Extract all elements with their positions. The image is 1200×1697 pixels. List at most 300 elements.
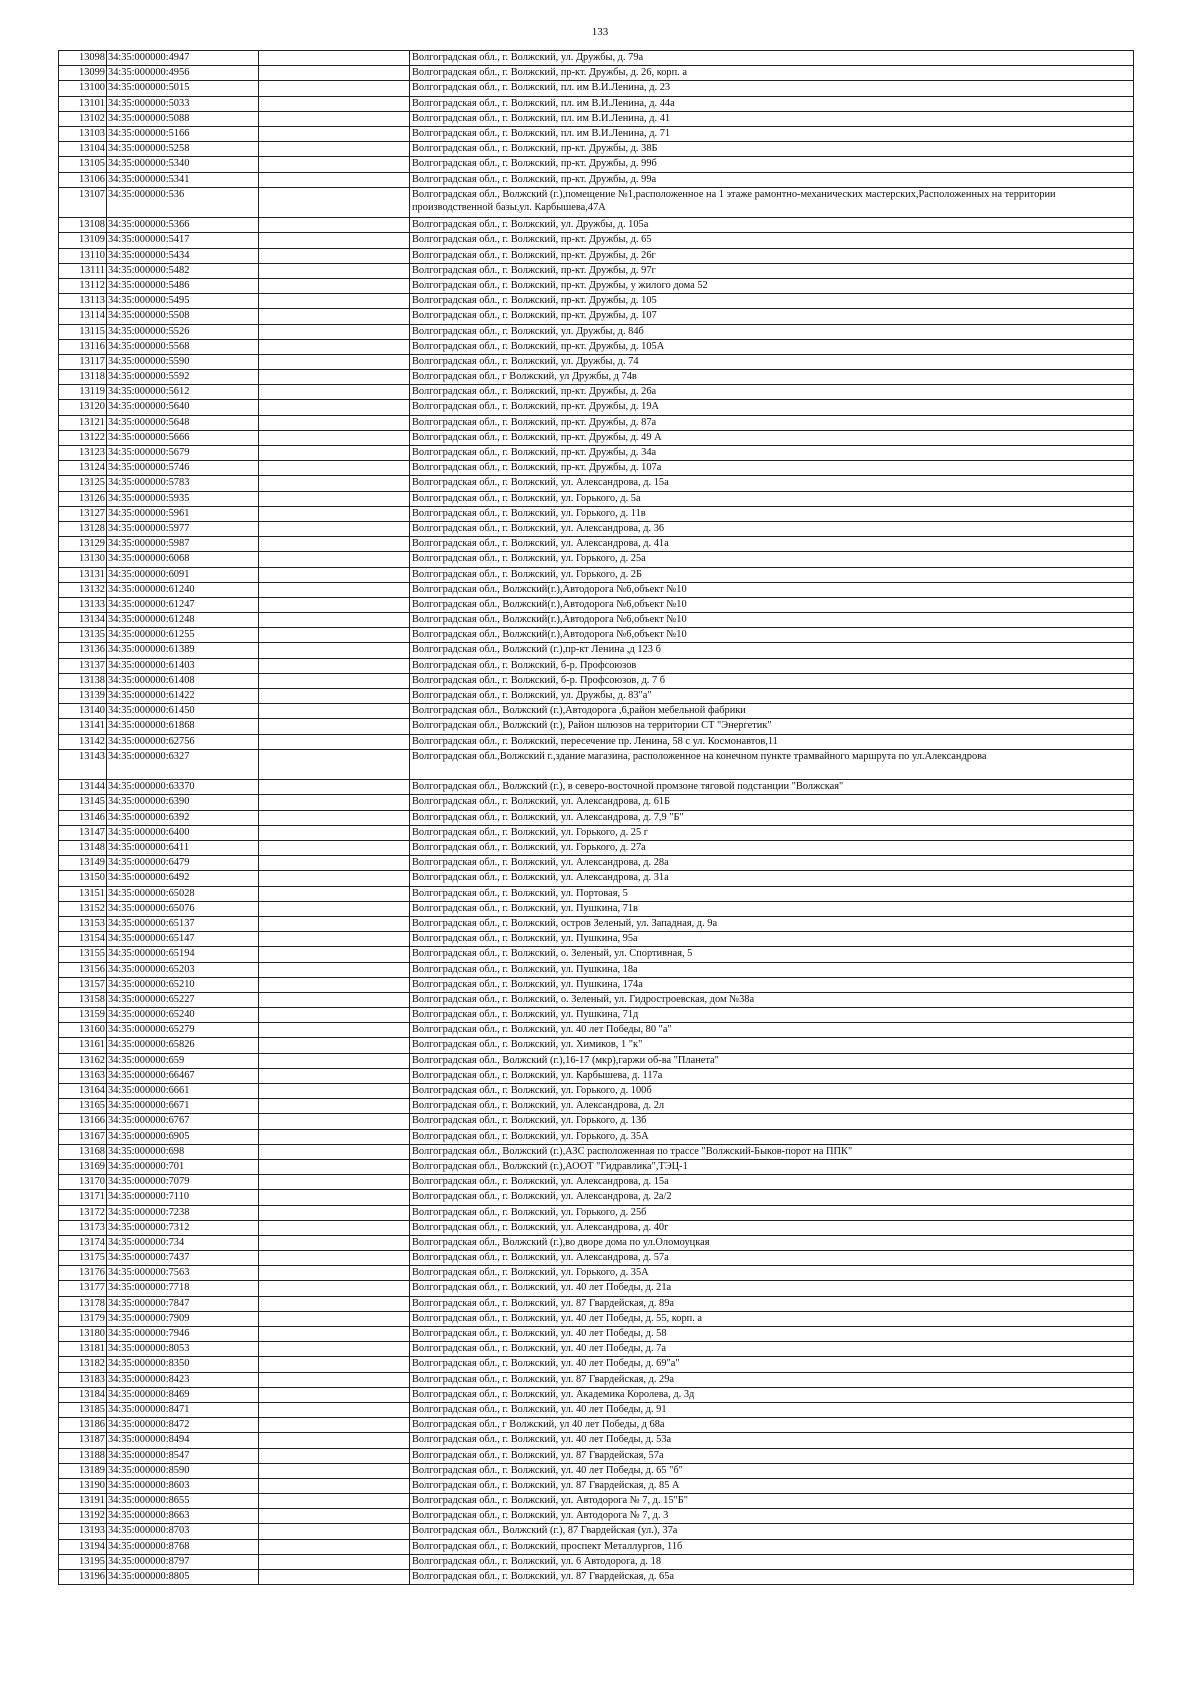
address-cell: Волгоградская обл., г. Волжский, о. Зеленый, ул. Гидростроевская, дом №38а bbox=[410, 992, 1134, 1007]
address-cell: Волгоградская обл., г. Волжский, ул. Александрова, д. 2л bbox=[410, 1099, 1134, 1114]
table-row bbox=[59, 172, 1134, 187]
table-row bbox=[59, 1463, 1134, 1478]
row-number-cell: 13146 bbox=[59, 810, 107, 825]
empty-cell bbox=[259, 1296, 410, 1311]
address-cell: Волгоградская обл., г. Волжский, ул. Академика Королева, д. 3д bbox=[410, 1387, 1134, 1402]
row-number-cell: 13101 bbox=[59, 96, 107, 111]
row-number-cell: 13158 bbox=[59, 992, 107, 1007]
address-cell: Волгоградская обл., г. Волжский, ул. Пушкина, 71д bbox=[410, 1008, 1134, 1023]
empty-cell bbox=[259, 1190, 410, 1205]
cadastral-number-cell: 34:35:000000:61247 bbox=[107, 597, 259, 612]
table-row bbox=[59, 719, 1134, 734]
row-number-cell: 13180 bbox=[59, 1327, 107, 1342]
cadastral-number-cell: 34:35:000000:5015 bbox=[107, 81, 259, 96]
address-cell: Волгоградская обл., г. Волжский, ул. 87 Гвардейская, д. 89а bbox=[410, 1296, 1134, 1311]
address-cell: Волгоградская обл., Волжский(г.),Автодорога №6,объект №10 bbox=[410, 613, 1134, 628]
cadastral-number-cell: 34:35:000000:7946 bbox=[107, 1327, 259, 1342]
table-row bbox=[59, 1342, 1134, 1357]
empty-cell bbox=[259, 1539, 410, 1554]
empty-cell bbox=[259, 689, 410, 704]
empty-cell bbox=[259, 1008, 410, 1023]
row-number-cell: 13111 bbox=[59, 263, 107, 278]
empty-cell bbox=[259, 1235, 410, 1250]
cadastral-number-cell: 34:35:000000:8663 bbox=[107, 1509, 259, 1524]
empty-cell bbox=[259, 962, 410, 977]
address-cell: Волгоградская обл., г Волжский, ул 40 лет Победы, д 68а bbox=[410, 1418, 1134, 1433]
cadastral-number-cell: 34:35:000000:8423 bbox=[107, 1372, 259, 1387]
cadastral-number-cell: 34:35:000000:6068 bbox=[107, 552, 259, 567]
table-row bbox=[59, 1205, 1134, 1220]
table-row bbox=[59, 947, 1134, 962]
empty-cell bbox=[259, 521, 410, 536]
row-number-cell: 13168 bbox=[59, 1144, 107, 1159]
row-number-cell: 13181 bbox=[59, 1342, 107, 1357]
empty-cell bbox=[259, 992, 410, 1007]
table-row bbox=[59, 613, 1134, 628]
empty-cell bbox=[259, 932, 410, 947]
table-row bbox=[59, 385, 1134, 400]
table-row bbox=[59, 294, 1134, 309]
cadastral-number-cell: 34:35:000000:65137 bbox=[107, 916, 259, 931]
address-cell: Волгоградская обл., г. Волжский, пр-кт. Дружбы, д. 38Б bbox=[410, 142, 1134, 157]
cadastral-number-cell: 34:35:000000:8547 bbox=[107, 1448, 259, 1463]
table-row bbox=[59, 1175, 1134, 1190]
cadastral-number-cell: 34:35:000000:8768 bbox=[107, 1539, 259, 1554]
address-cell: Волгоградская обл., г. Волжский, ул. Александрова, д. 31а bbox=[410, 871, 1134, 886]
cadastral-number-cell: 34:35:000000:5033 bbox=[107, 96, 259, 111]
table-row bbox=[59, 658, 1134, 673]
table-row bbox=[59, 871, 1134, 886]
cadastral-number-cell: 34:35:000000:6767 bbox=[107, 1114, 259, 1129]
table-row bbox=[59, 1190, 1134, 1205]
table-row bbox=[59, 537, 1134, 552]
cadastral-number-cell: 34:35:000000:698 bbox=[107, 1144, 259, 1159]
address-cell: Волгоградская обл., г. Волжский, ул. 40 лет Победы, д. 91 bbox=[410, 1402, 1134, 1417]
cadastral-number-cell: 34:35:000000:62756 bbox=[107, 734, 259, 749]
table-row bbox=[59, 1524, 1134, 1539]
address-cell: Волгоградская обл., г. Волжский, пл. им В.И.Ленина, д. 41 bbox=[410, 111, 1134, 126]
row-number-cell: 13185 bbox=[59, 1402, 107, 1417]
address-cell: Волгоградская обл., г. Волжский, о. Зеленый, ул. Спортивная, 5 bbox=[410, 947, 1134, 962]
table-row bbox=[59, 810, 1134, 825]
row-number-cell: 13119 bbox=[59, 385, 107, 400]
empty-cell bbox=[259, 1342, 410, 1357]
row-number-cell: 13155 bbox=[59, 947, 107, 962]
table-row bbox=[59, 1281, 1134, 1296]
table-row bbox=[59, 780, 1134, 795]
empty-cell bbox=[259, 1281, 410, 1296]
cadastral-number-cell: 34:35:000000:5648 bbox=[107, 415, 259, 430]
table-row bbox=[59, 1478, 1134, 1493]
empty-cell bbox=[259, 1023, 410, 1038]
address-cell: Волгоградская обл., г. Волжский, ул. Горького, д. 25б bbox=[410, 1205, 1134, 1220]
empty-cell bbox=[259, 446, 410, 461]
cadastral-number-cell: 34:35:000000:8494 bbox=[107, 1433, 259, 1448]
address-cell: Волгоградская обл., г. Волжский, ул. 87 Гвардейская, д. 29а bbox=[410, 1372, 1134, 1387]
table-row bbox=[59, 1357, 1134, 1372]
table-row bbox=[59, 1008, 1134, 1023]
table-row bbox=[59, 157, 1134, 172]
table-row bbox=[59, 1433, 1134, 1448]
table-row bbox=[59, 1402, 1134, 1417]
table-row bbox=[59, 51, 1134, 66]
row-number-cell: 13175 bbox=[59, 1251, 107, 1266]
table-row bbox=[59, 673, 1134, 688]
row-number-cell: 13138 bbox=[59, 673, 107, 688]
empty-cell bbox=[259, 354, 410, 369]
table-row bbox=[59, 749, 1134, 780]
empty-cell bbox=[259, 491, 410, 506]
row-number-cell: 13189 bbox=[59, 1463, 107, 1478]
table-row bbox=[59, 1296, 1134, 1311]
table-row bbox=[59, 1114, 1134, 1129]
address-cell: Волгоградская обл., Волжский (г.), 87 Гвардейская (ул.), 37а bbox=[410, 1524, 1134, 1539]
cadastral-number-cell: 34:35:000000:7563 bbox=[107, 1266, 259, 1281]
row-number-cell: 13147 bbox=[59, 825, 107, 840]
row-number-cell: 13149 bbox=[59, 856, 107, 871]
row-number-cell: 13124 bbox=[59, 461, 107, 476]
address-cell: Волгоградская обл., г. Волжский, пр-кт. Дружбы, д. 99а bbox=[410, 172, 1134, 187]
row-number-cell: 13125 bbox=[59, 476, 107, 491]
cadastral-number-cell: 34:35:000000:5434 bbox=[107, 248, 259, 263]
row-number-cell: 13140 bbox=[59, 704, 107, 719]
cadastral-number-cell: 34:35:000000:8797 bbox=[107, 1554, 259, 1569]
table-row bbox=[59, 126, 1134, 141]
cadastral-number-cell: 34:35:000000:8471 bbox=[107, 1402, 259, 1417]
address-cell: Волгоградская обл., г. Волжский, ул. 40 лет Победы, д. 21а bbox=[410, 1281, 1134, 1296]
empty-cell bbox=[259, 1266, 410, 1281]
empty-cell bbox=[259, 1053, 410, 1068]
table-row bbox=[59, 841, 1134, 856]
address-cell: Волгоградская обл., г. Волжский, пр-кт. Дружбы, д. 105 bbox=[410, 294, 1134, 309]
cadastral-number-cell: 34:35:000000:5935 bbox=[107, 491, 259, 506]
row-number-cell: 13137 bbox=[59, 658, 107, 673]
address-cell: Волгоградская обл., г Волжский, ул Дружбы, д 74в bbox=[410, 370, 1134, 385]
row-number-cell: 13117 bbox=[59, 354, 107, 369]
cadastral-number-cell: 34:35:000000:7110 bbox=[107, 1190, 259, 1205]
table-row bbox=[59, 1068, 1134, 1083]
address-cell: Волгоградская обл., г. Волжский, остров Зеленый, ул. Западная, д. 9а bbox=[410, 916, 1134, 931]
row-number-cell: 13126 bbox=[59, 491, 107, 506]
empty-cell bbox=[259, 643, 410, 658]
table-row bbox=[59, 1099, 1134, 1114]
table-row bbox=[59, 521, 1134, 536]
empty-cell bbox=[259, 1478, 410, 1493]
empty-cell bbox=[259, 658, 410, 673]
empty-cell bbox=[259, 461, 410, 476]
empty-cell bbox=[259, 233, 410, 248]
empty-cell bbox=[259, 901, 410, 916]
address-cell: Волгоградская обл., Волжский (г.),во дворе дома по ул.Оломоуцкая bbox=[410, 1235, 1134, 1250]
address-cell: Волгоградская обл., г. Волжский, пр-кт. Дружбы, д. 107а bbox=[410, 461, 1134, 476]
row-number-cell: 13132 bbox=[59, 582, 107, 597]
empty-cell bbox=[259, 51, 410, 66]
table-row bbox=[59, 689, 1134, 704]
empty-cell bbox=[259, 1220, 410, 1235]
table-row bbox=[59, 643, 1134, 658]
cadastral-number-cell: 34:35:000000:6392 bbox=[107, 810, 259, 825]
address-cell: Волгоградская обл., г. Волжский, ул. Александрова, д. 57а bbox=[410, 1251, 1134, 1266]
table-row bbox=[59, 1448, 1134, 1463]
row-number-cell: 13150 bbox=[59, 871, 107, 886]
address-cell: Волгоградская обл., г. Волжский, ул. Горького, д. 5а bbox=[410, 491, 1134, 506]
table-row bbox=[59, 263, 1134, 278]
empty-cell bbox=[259, 552, 410, 567]
cadastral-number-cell: 34:35:000000:5340 bbox=[107, 157, 259, 172]
empty-cell bbox=[259, 385, 410, 400]
row-number-cell: 13121 bbox=[59, 415, 107, 430]
row-number-cell: 13139 bbox=[59, 689, 107, 704]
row-number-cell: 13129 bbox=[59, 537, 107, 552]
address-cell: Волгоградская обл., г. Волжский, ул. Горького, д. 25а bbox=[410, 552, 1134, 567]
table-row bbox=[59, 400, 1134, 415]
row-number-cell: 13144 bbox=[59, 780, 107, 795]
cadastral-number-cell: 34:35:000000:6327 bbox=[107, 749, 259, 780]
empty-cell bbox=[259, 795, 410, 810]
row-number-cell: 13127 bbox=[59, 506, 107, 521]
table-row bbox=[59, 370, 1134, 385]
address-cell: Волгоградская обл., г. Волжский, ул. 87 Гвардейская, 57а bbox=[410, 1448, 1134, 1463]
address-cell: Волгоградская обл., г. Волжский, ул. 40 лет Победы, д. 53а bbox=[410, 1433, 1134, 1448]
table-row bbox=[59, 582, 1134, 597]
row-number-cell: 13177 bbox=[59, 1281, 107, 1296]
row-number-cell: 13104 bbox=[59, 142, 107, 157]
address-cell: Волгоградская обл., г. Волжский, ул. 87 Гвардейская, д. 85 А bbox=[410, 1478, 1134, 1493]
cadastral-number-cell: 34:35:000000:5166 bbox=[107, 126, 259, 141]
cadastral-number-cell: 34:35:000000:7312 bbox=[107, 1220, 259, 1235]
empty-cell bbox=[259, 1570, 410, 1585]
empty-cell bbox=[259, 977, 410, 992]
row-number-cell: 13100 bbox=[59, 81, 107, 96]
table-row bbox=[59, 278, 1134, 293]
empty-cell bbox=[259, 324, 410, 339]
empty-cell bbox=[259, 947, 410, 962]
cadastral-number-cell: 34:35:000000:5977 bbox=[107, 521, 259, 536]
cadastral-number-cell: 34:35:000000:65203 bbox=[107, 962, 259, 977]
address-cell: Волгоградская обл., Волжский (г.),АООТ "Гидравлика",ТЭЦ-1 bbox=[410, 1159, 1134, 1174]
empty-cell bbox=[259, 916, 410, 931]
table-row bbox=[59, 461, 1134, 476]
cadastral-number-cell: 34:35:000000:5526 bbox=[107, 324, 259, 339]
cadastral-number-cell: 34:35:000000:7238 bbox=[107, 1205, 259, 1220]
row-number-cell: 13151 bbox=[59, 886, 107, 901]
cadastral-number-cell: 34:35:000000:65826 bbox=[107, 1038, 259, 1053]
empty-cell bbox=[259, 1038, 410, 1053]
table-row bbox=[59, 187, 1134, 218]
row-number-cell: 13171 bbox=[59, 1190, 107, 1205]
cadastral-number-cell: 34:35:000000:5987 bbox=[107, 537, 259, 552]
address-cell: Волгоградская обл., г. Волжский, пр-кт. Дружбы, д. 105А bbox=[410, 339, 1134, 354]
row-number-cell: 13133 bbox=[59, 597, 107, 612]
address-cell: Волгоградская обл., г. Волжский, пл. им В.И.Ленина, д. 71 bbox=[410, 126, 1134, 141]
table-row bbox=[59, 1418, 1134, 1433]
row-number-cell: 13191 bbox=[59, 1494, 107, 1509]
table-row bbox=[59, 932, 1134, 947]
address-cell: Волгоградская обл., Волжский (г.),помещение №1,расположенное на 1 этаже рамонтно-механических мастерских,Расположенных на территории производственной базы,ул. Карбышева,47А bbox=[410, 187, 1134, 218]
table-row bbox=[59, 1084, 1134, 1099]
empty-cell bbox=[259, 172, 410, 187]
table-row bbox=[59, 491, 1134, 506]
row-number-cell: 13172 bbox=[59, 1205, 107, 1220]
address-cell: Волгоградская обл., г. Волжский, ул. Пушкина, 18а bbox=[410, 962, 1134, 977]
empty-cell bbox=[259, 66, 410, 81]
row-number-cell: 13112 bbox=[59, 278, 107, 293]
empty-cell bbox=[259, 582, 410, 597]
address-cell: Волгоградская обл., г. Волжский, пересечение пр. Ленина, 58 с ул. Космонавтов,11 bbox=[410, 734, 1134, 749]
cadastral-number-cell: 34:35:000000:659 bbox=[107, 1053, 259, 1068]
empty-cell bbox=[259, 339, 410, 354]
empty-cell bbox=[259, 218, 410, 233]
table-row bbox=[59, 415, 1134, 430]
table-row bbox=[59, 1509, 1134, 1524]
empty-cell bbox=[259, 1114, 410, 1129]
address-cell: Волгоградская обл., г. Волжский, ул. Александрова, д. 2а/2 bbox=[410, 1190, 1134, 1205]
table-row bbox=[59, 1144, 1134, 1159]
address-cell: Волгоградская обл., г. Волжский, ул. 6 Автодорога, д. 18 bbox=[410, 1554, 1134, 1569]
cadastral-number-cell: 34:35:000000:8472 bbox=[107, 1418, 259, 1433]
cadastral-number-cell: 34:35:000000:5417 bbox=[107, 233, 259, 248]
row-number-cell: 13190 bbox=[59, 1478, 107, 1493]
table-row bbox=[59, 1053, 1134, 1068]
address-cell: Волгоградская обл., г. Волжский, ул. 87 Гвардейская, д. 65а bbox=[410, 1570, 1134, 1585]
row-number-cell: 13178 bbox=[59, 1296, 107, 1311]
empty-cell bbox=[259, 1509, 410, 1524]
cadastral-number-cell: 34:35:000000:8655 bbox=[107, 1494, 259, 1509]
table-row bbox=[59, 339, 1134, 354]
empty-cell bbox=[259, 187, 410, 218]
table-row bbox=[59, 324, 1134, 339]
address-cell: Волгоградская обл., г. Волжский, ул. Александрова, д. 28а bbox=[410, 856, 1134, 871]
address-cell: Волгоградская обл., г. Волжский, ул. Карбышева, д. 117а bbox=[410, 1068, 1134, 1083]
address-cell: Волгоградская обл., г. Волжский, ул. Дружбы, д. 83"а" bbox=[410, 689, 1134, 704]
registry-table-body bbox=[59, 51, 1134, 1585]
row-number-cell: 13102 bbox=[59, 111, 107, 126]
row-number-cell: 13142 bbox=[59, 734, 107, 749]
empty-cell bbox=[259, 1084, 410, 1099]
address-cell: Волгоградская обл., Волжский(г.),Автодорога №6,объект №10 bbox=[410, 582, 1134, 597]
address-cell: Волгоградская обл., г. Волжский, ул. Горького, д. 2Б bbox=[410, 567, 1134, 582]
address-cell: Волгоградская обл., г. Волжский, ул. Автодорога № 7, д. 3 bbox=[410, 1509, 1134, 1524]
cadastral-number-cell: 34:35:000000:5783 bbox=[107, 476, 259, 491]
table-row bbox=[59, 1311, 1134, 1326]
row-number-cell: 13166 bbox=[59, 1114, 107, 1129]
row-number-cell: 13120 bbox=[59, 400, 107, 415]
address-cell: Волгоградская обл., г. Волжский, ул. Пушкина, 95а bbox=[410, 932, 1134, 947]
table-row bbox=[59, 506, 1134, 521]
empty-cell bbox=[259, 142, 410, 157]
address-cell: Волгоградская обл., Волжский (г.), Район шлюзов на территории СТ "Энергетик" bbox=[410, 719, 1134, 734]
empty-cell bbox=[259, 1524, 410, 1539]
row-number-cell: 13165 bbox=[59, 1099, 107, 1114]
address-cell: Волгоградская обл., г. Волжский, ул. Горького, д. 35А bbox=[410, 1129, 1134, 1144]
row-number-cell: 13109 bbox=[59, 233, 107, 248]
table-row bbox=[59, 476, 1134, 491]
table-row bbox=[59, 795, 1134, 810]
cadastral-number-cell: 34:35:000000:6400 bbox=[107, 825, 259, 840]
cadastral-number-cell: 34:35:000000:8805 bbox=[107, 1570, 259, 1585]
empty-cell bbox=[259, 248, 410, 263]
address-cell: Волгоградская обл.,Волжский г.,здание магазина, расположенное на конечном пункте трамвайного маршрута по ул.Александрова bbox=[410, 749, 1134, 780]
empty-cell bbox=[259, 1251, 410, 1266]
address-cell: Волгоградская обл., г. Волжский, ул. Дружбы, д. 84б bbox=[410, 324, 1134, 339]
empty-cell bbox=[259, 1144, 410, 1159]
table-row bbox=[59, 1387, 1134, 1402]
address-cell: Волгоградская обл., г. Волжский, ул. Александрова, д. 40г bbox=[410, 1220, 1134, 1235]
address-cell: Волгоградская обл., г. Волжский, ул. Горького, д. 11в bbox=[410, 506, 1134, 521]
row-number-cell: 13098 bbox=[59, 51, 107, 66]
row-number-cell: 13136 bbox=[59, 643, 107, 658]
empty-cell bbox=[259, 370, 410, 385]
cadastral-number-cell: 34:35:000000:61403 bbox=[107, 658, 259, 673]
table-row bbox=[59, 1554, 1134, 1569]
table-row bbox=[59, 1038, 1134, 1053]
table-row bbox=[59, 142, 1134, 157]
empty-cell bbox=[259, 476, 410, 491]
row-number-cell: 13116 bbox=[59, 339, 107, 354]
row-number-cell: 13103 bbox=[59, 126, 107, 141]
empty-cell bbox=[259, 871, 410, 886]
row-number-cell: 13114 bbox=[59, 309, 107, 324]
empty-cell bbox=[259, 1554, 410, 1569]
address-cell: Волгоградская обл., г. Волжский, ул. Химиков, 1 "к" bbox=[410, 1038, 1134, 1053]
table-row bbox=[59, 704, 1134, 719]
address-cell: Волгоградская обл., г. Волжский, ул. 40 лет Победы, д. 55, корп. а bbox=[410, 1311, 1134, 1326]
address-cell: Волгоградская обл., г. Волжский, пр-кт. Дружбы, д. 34а bbox=[410, 446, 1134, 461]
cadastral-number-cell: 34:35:000000:61868 bbox=[107, 719, 259, 734]
cadastral-number-cell: 34:35:000000:5258 bbox=[107, 142, 259, 157]
row-number-cell: 13106 bbox=[59, 172, 107, 187]
row-number-cell: 13145 bbox=[59, 795, 107, 810]
cadastral-number-cell: 34:35:000000:8590 bbox=[107, 1463, 259, 1478]
cadastral-number-cell: 34:35:000000:5666 bbox=[107, 430, 259, 445]
address-cell: Волгоградская обл., г. Волжский, б-р. Профсоюзов bbox=[410, 658, 1134, 673]
table-row bbox=[59, 977, 1134, 992]
cadastral-number-cell: 34:35:000000:8703 bbox=[107, 1524, 259, 1539]
table-row bbox=[59, 354, 1134, 369]
cadastral-number-cell: 34:35:000000:536 bbox=[107, 187, 259, 218]
table-row bbox=[59, 1539, 1134, 1554]
cadastral-number-cell: 34:35:000000:6492 bbox=[107, 871, 259, 886]
address-cell: Волгоградская обл., г. Волжский, ул. Александрова, д. 15а bbox=[410, 1175, 1134, 1190]
row-number-cell: 13107 bbox=[59, 187, 107, 218]
cadastral-number-cell: 34:35:000000:7847 bbox=[107, 1296, 259, 1311]
address-cell: Волгоградская обл., г. Волжский, ул. Автодорога № 7, д. 15"Б" bbox=[410, 1494, 1134, 1509]
row-number-cell: 13167 bbox=[59, 1129, 107, 1144]
cadastral-number-cell: 34:35:000000:65227 bbox=[107, 992, 259, 1007]
empty-cell bbox=[259, 126, 410, 141]
cadastral-number-cell: 34:35:000000:701 bbox=[107, 1159, 259, 1174]
table-row bbox=[59, 81, 1134, 96]
cadastral-number-cell: 34:35:000000:6411 bbox=[107, 841, 259, 856]
empty-cell bbox=[259, 1159, 410, 1174]
address-cell: Волгоградская обл., г. Волжский, ул. Александрова, д. 15а bbox=[410, 476, 1134, 491]
empty-cell bbox=[259, 734, 410, 749]
row-number-cell: 13128 bbox=[59, 521, 107, 536]
cadastral-number-cell: 34:35:000000:5961 bbox=[107, 506, 259, 521]
row-number-cell: 13176 bbox=[59, 1266, 107, 1281]
address-cell: Волгоградская обл., г. Волжский, ул. 40 лет Победы, д. 69"а" bbox=[410, 1357, 1134, 1372]
cadastral-number-cell: 34:35:000000:7437 bbox=[107, 1251, 259, 1266]
row-number-cell: 13143 bbox=[59, 749, 107, 780]
address-cell: Волгоградская обл., Волжский (г.), в северо-восточной промзоне тяговой подстанции "Волжская" bbox=[410, 780, 1134, 795]
row-number-cell: 13173 bbox=[59, 1220, 107, 1235]
address-cell: Волгоградская обл., г. Волжский, ул. 40 лет Победы, д. 65 "б" bbox=[410, 1463, 1134, 1478]
cadastral-number-cell: 34:35:000000:6091 bbox=[107, 567, 259, 582]
row-number-cell: 13123 bbox=[59, 446, 107, 461]
empty-cell bbox=[259, 96, 410, 111]
row-number-cell: 13170 bbox=[59, 1175, 107, 1190]
address-cell: Волгоградская обл., г. Волжский, пр-кт. Дружбы, д. 107 bbox=[410, 309, 1134, 324]
